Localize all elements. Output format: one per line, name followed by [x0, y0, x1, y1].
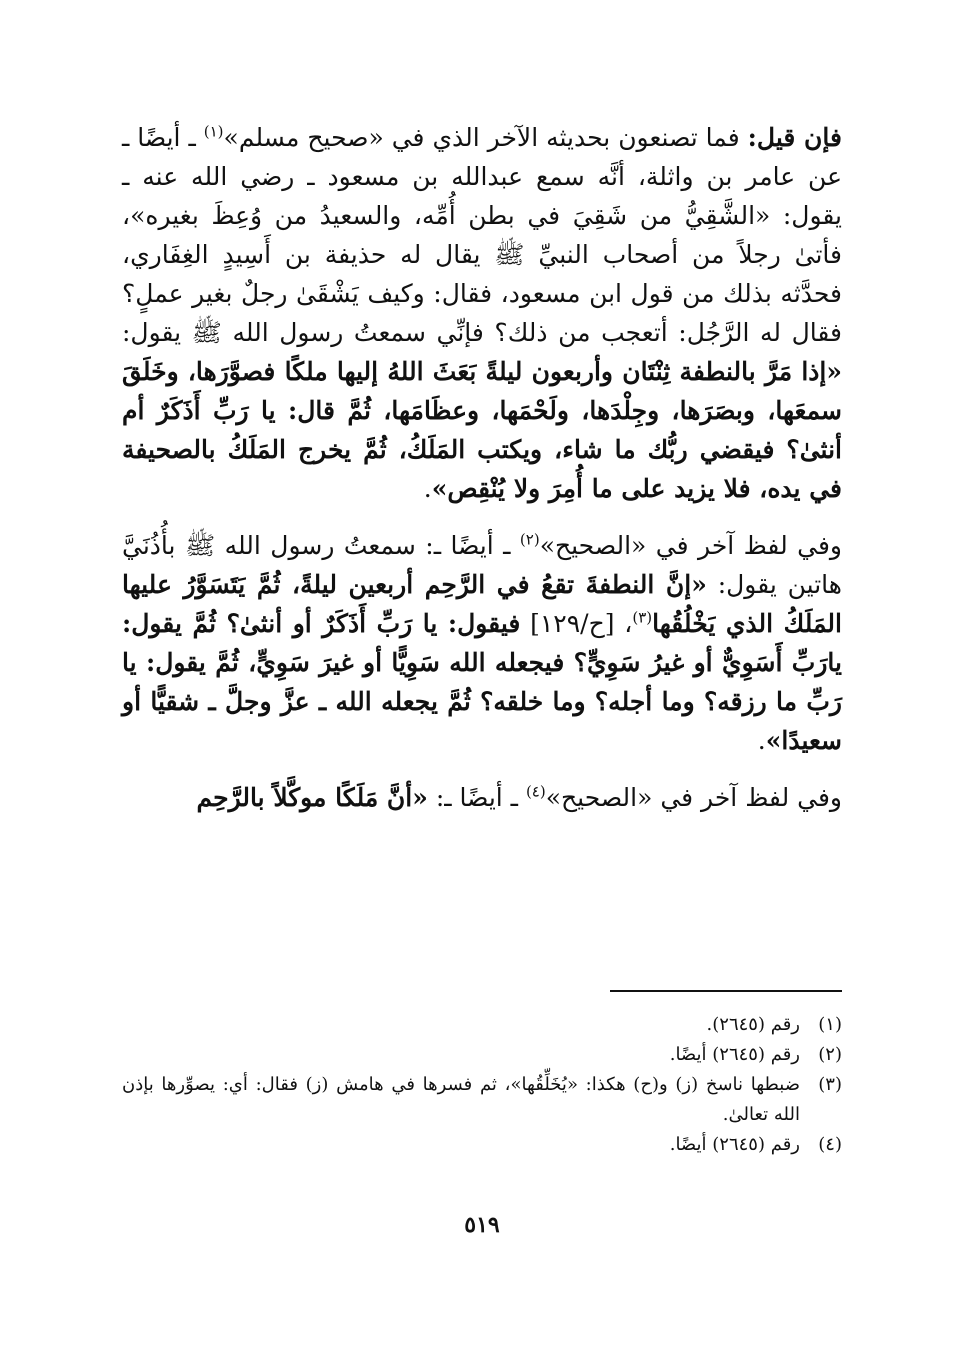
paragraph-text: وفي لفظ آخر في «الصحيح» [545, 783, 842, 812]
paragraph-end: . [423, 474, 432, 503]
page-body [122, 118, 842, 817]
manuscript-marker: ، [ح/١٢٩] [520, 609, 633, 638]
footnote-number: (٤) [818, 1134, 842, 1155]
footnote-ref: (٤) [525, 782, 546, 801]
footnote-number: (١) [818, 1014, 842, 1035]
paragraph-text: ـ أيضًا ـ عن عامر بن واثلة، أنَّه سمع عبدالله بن مسعود ـ رضي الله عنه ـ يقول: «الشَّقِيُّ من شَقِيَ في بطن أُمِّه، والسعيدُ من وُعِظَ بغيره»، فأتىٰ رجلاً من أصحاب النبيِّ ﷺ يقال له حذيفة بن أَسِيدٍ الغِفَاري، فحدَّثه بذلك من قول ابن مسعود، فقال: وكيف يَشْقَىٰ رجلٌ بغير عملٍ؟ فقال له الرَّجُل: أتعجب من ذلك؟ فإنِّي سمعتُ رسول الله ﷺ يقول: [122, 123, 842, 347]
footnote-ref: (٢) [519, 530, 540, 549]
paragraph-2 [122, 526, 842, 760]
page-number: ٥١٩ [464, 1212, 500, 1238]
footnote-separator [610, 990, 842, 992]
footnote-item [122, 1040, 842, 1070]
paragraph-text: ـ أيضًا ـ: سمعتُ رسول الله ﷺ بأُذُنَيَّ هاتين يقول: [122, 531, 842, 599]
paragraph-text: ـ أيضًا ـ: [427, 783, 526, 812]
footnote-text: رقم (٢٦٤٥) أيضًا. [669, 1134, 800, 1155]
footnote-text: رقم (٢٦٤٥). [706, 1014, 800, 1035]
footnote-ref: (٣) [632, 608, 653, 627]
hadith-quote: «أنَّ مَلَكًا موكَّلاً بالرَّحِم [196, 783, 428, 812]
paragraph-1 [122, 118, 842, 508]
footnote-text: ضبطها ناسخ (ز) و(ح) هكذا: «يُخَلِّقُها»، ثم فسرها في هامش (ز) فقال: أي: يصوِّرها بإذن الله تعالىٰ. [122, 1074, 800, 1125]
hadith-quote: «إنَّ النطفةَ تقعُ في الرَّحِم أربعين ليلةً، ثُمَّ يَتَسَوَّرُ عليها المَلَكُ الذي يَخْلُقُها [122, 570, 842, 638]
paragraph-3 [122, 778, 842, 817]
hadith-quote: «إذا مَرَّ بالنطفة ثِنْتَان وأربعون ليلةً بَعَثَ اللهُ إليها ملكًا فصوَّرَها، وخَلَقَ سمعَها، وبصَرَها، وجِلْدَها، ولَحْمَها، وعظَامَها، ثُمَّ قال: يا رَبِّ أَذَكَرٌ أم أنثىٰ؟ فيقضي ربُّك ما شاء، ويكتب المَلَكُ، ثُمَّ يخرج المَلَكُ بالصحيفة في يده، فلا يزيد على ما أُمِرَ ولا يُنْقِص» [122, 357, 842, 503]
footnote-item [122, 1010, 842, 1040]
footnote-ref: (١) [203, 122, 224, 141]
main-text [122, 118, 842, 817]
paragraph-text: وفي لفظ آخر في «الصحيح» [539, 531, 842, 560]
footnote-text: رقم (٢٦٤٥) أيضًا. [669, 1044, 800, 1065]
footnotes [122, 1010, 842, 1160]
footnote-item [122, 1070, 842, 1130]
paragraph-lead: فإن قيل: [747, 123, 842, 152]
hadith-quote: فيقول: يا رَبِّ أَذَكَرٌ أو أنثىٰ؟ ثُمَّ يقول: يارَبِّ أَسَوِيٌّ أو غيرُ سَوِيٍّ؟ فيجعله الله سَوِيًّا أو غيرَ سَوِيٍّ، ثُمَّ يقول: يا رَبِّ ما رزقه؟ وما أجله؟ وما خلقه؟ ثُمَّ يجعله الله ـ عزَّ وجلَّ ـ شقيًّا أو سعيدًا» [122, 609, 842, 755]
footnote-number: (٣) [818, 1074, 842, 1095]
footnote-item [122, 1130, 842, 1160]
footnote-number: (٢) [818, 1044, 842, 1065]
paragraph-text: فما تصنعون بحديثه الآخر الذي في «صحيح مسلم» [223, 123, 748, 152]
paragraph-end: . [757, 726, 766, 755]
